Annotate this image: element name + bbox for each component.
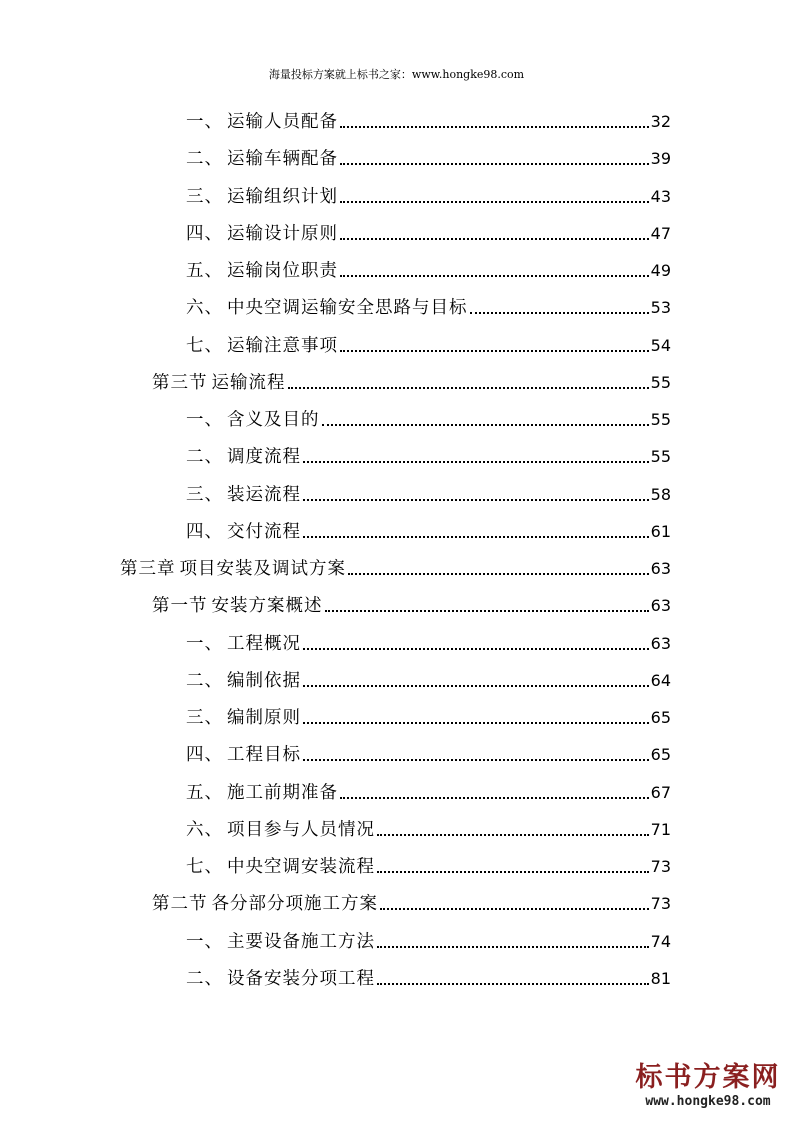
toc-entry-label bbox=[120, 558, 346, 580]
toc-entry[interactable] bbox=[186, 699, 671, 729]
toc-entry-title: 安装方案概述 bbox=[211, 596, 323, 617]
toc-entry[interactable] bbox=[186, 215, 671, 245]
toc-entry-number: 一、 bbox=[186, 112, 223, 132]
toc-entry[interactable] bbox=[186, 438, 671, 468]
toc-entry-page: 65 bbox=[650, 708, 671, 727]
toc-entry[interactable] bbox=[152, 587, 671, 617]
toc-entry-page: 73 bbox=[650, 894, 671, 914]
toc-entry-title: 编制原则 bbox=[227, 708, 301, 728]
toc-entry-title: 工程概况 bbox=[227, 633, 301, 654]
toc-leader-dots bbox=[340, 797, 649, 799]
toc-entry-page: 43 bbox=[650, 186, 671, 206]
toc-entry-label bbox=[186, 968, 375, 990]
toc-entry-label bbox=[186, 931, 375, 953]
toc-entry-title: 运输车辆配备 bbox=[227, 149, 338, 170]
toc-entry-page: 73 bbox=[650, 857, 671, 876]
toc-entry-label bbox=[186, 819, 375, 841]
toc-entry-title: 运输流程 bbox=[211, 372, 286, 393]
toc-leader-dots bbox=[470, 312, 649, 314]
toc-entry-title: 施工前期准备 bbox=[227, 782, 338, 803]
toc-leader-dots bbox=[348, 573, 649, 575]
toc-entry[interactable] bbox=[186, 736, 671, 766]
toc-entry-number: 三、 bbox=[186, 708, 223, 728]
toc-entry-title: 项目参与人员情况 bbox=[227, 819, 375, 840]
toc-entry-number: 二、 bbox=[186, 670, 223, 691]
toc-entry-number: 一、 bbox=[186, 931, 223, 952]
toc-entry-number: 七、 bbox=[186, 857, 223, 877]
toc-entry-page: 65 bbox=[650, 745, 671, 765]
toc-leader-dots bbox=[303, 685, 649, 687]
toc-entry-title: 运输岗位职责 bbox=[227, 261, 338, 281]
toc-entry-page: 63 bbox=[650, 596, 671, 616]
toc-entry-label bbox=[152, 893, 378, 915]
toc-leader-dots bbox=[303, 722, 649, 724]
toc-entry[interactable] bbox=[152, 885, 671, 915]
toc-entry-label bbox=[152, 372, 286, 394]
toc-entry-number: 六、 bbox=[186, 298, 223, 319]
toc-entry-number: 五、 bbox=[186, 782, 223, 803]
toc-leader-dots bbox=[325, 610, 649, 612]
toc-leader-dots bbox=[303, 759, 649, 761]
toc-leader-dots bbox=[380, 908, 649, 910]
toc-entry[interactable] bbox=[186, 289, 671, 319]
toc-entry[interactable] bbox=[186, 513, 671, 543]
toc-entry-label bbox=[186, 409, 320, 431]
toc-leader-dots bbox=[340, 126, 649, 128]
toc-entry-page: 67 bbox=[650, 782, 671, 802]
toc-entry-label bbox=[186, 297, 468, 319]
toc-entry-page: 55 bbox=[650, 410, 671, 429]
toc-entry-page: 74 bbox=[650, 931, 671, 951]
toc-entry-label bbox=[152, 595, 323, 617]
toc-leader-dots bbox=[377, 946, 649, 948]
toc-entry-page: 71 bbox=[650, 819, 671, 839]
toc-entry-page: 47 bbox=[650, 223, 671, 243]
toc-leader-dots bbox=[288, 387, 649, 389]
toc-leader-dots bbox=[303, 461, 649, 463]
toc-entry-title: 装运流程 bbox=[227, 484, 301, 505]
toc-entry-page: 55 bbox=[650, 447, 671, 467]
toc-entry-title: 运输注意事项 bbox=[227, 335, 338, 356]
toc-entry-title: 运输设计原则 bbox=[227, 223, 338, 244]
toc-entry[interactable] bbox=[186, 625, 671, 655]
toc-entry-page: 58 bbox=[650, 484, 671, 504]
page-header: 海量投标方案就上标书之家：www.hongke98.com bbox=[268, 68, 525, 81]
toc-entry-page: 54 bbox=[650, 335, 671, 355]
toc-entry-title: 调度流程 bbox=[227, 447, 301, 468]
toc-entry-label bbox=[186, 111, 338, 133]
toc-entry-title: 主要设备施工方法 bbox=[227, 931, 375, 952]
toc-entry-number: 一、 bbox=[186, 633, 223, 654]
toc-entry-number: 三、 bbox=[186, 186, 223, 207]
toc-entry-page: 55 bbox=[650, 372, 671, 392]
toc-entry-number: 第三章 bbox=[120, 559, 176, 579]
toc-entry-page: 64 bbox=[650, 670, 671, 690]
toc-entry-title: 运输人员配备 bbox=[227, 112, 338, 132]
toc-entry-page: 61 bbox=[650, 521, 671, 541]
toc-entry[interactable] bbox=[186, 252, 671, 282]
toc-entry-label bbox=[186, 335, 338, 357]
toc-entry-number: 三、 bbox=[186, 484, 223, 505]
toc-entry-title: 编制依据 bbox=[227, 670, 301, 691]
toc-entry-number: 六、 bbox=[186, 819, 223, 840]
toc-entry-page: 63 bbox=[650, 559, 671, 578]
toc-entry-number: 第三节 bbox=[152, 372, 208, 393]
toc-entry[interactable] bbox=[186, 103, 671, 133]
toc-entry-label bbox=[186, 782, 338, 804]
toc-entry-number: 四、 bbox=[186, 223, 223, 244]
toc-entry-page: 81 bbox=[650, 968, 671, 988]
toc-entry-number: 第一节 bbox=[152, 596, 208, 617]
toc-entry[interactable] bbox=[186, 774, 671, 804]
toc-leader-dots bbox=[303, 536, 649, 538]
toc-entry-label bbox=[186, 856, 375, 878]
toc-entry-number: 二、 bbox=[186, 968, 223, 989]
toc-leader-dots bbox=[322, 424, 649, 426]
toc-entry[interactable] bbox=[152, 364, 671, 394]
toc-entry-label bbox=[186, 633, 301, 655]
watermark-logo bbox=[635, 1062, 781, 1110]
toc-leader-dots bbox=[340, 163, 649, 165]
toc-entry[interactable] bbox=[186, 476, 671, 506]
toc-entry-label bbox=[186, 521, 301, 543]
toc-entry-number: 一、 bbox=[186, 410, 223, 430]
toc-entry-page: 39 bbox=[650, 149, 671, 169]
toc-entry-number: 第二节 bbox=[152, 894, 208, 915]
toc-entry-title: 中央空调运输安全思路与目标 bbox=[227, 298, 468, 319]
toc-leader-dots bbox=[377, 983, 649, 985]
toc-entry-title: 各分部分项施工方案 bbox=[211, 894, 378, 915]
toc-entry-label bbox=[186, 223, 338, 245]
toc-entry-title: 运输组织计划 bbox=[227, 186, 338, 207]
toc-entry-page: 63 bbox=[650, 633, 671, 653]
toc-entry-title: 项目安装及调试方案 bbox=[179, 559, 346, 579]
toc-entry-label bbox=[186, 707, 301, 729]
toc-entry-label bbox=[186, 670, 301, 692]
toc-entry[interactable] bbox=[186, 327, 671, 357]
toc-entry-number: 二、 bbox=[186, 447, 223, 468]
toc-entry[interactable] bbox=[186, 140, 671, 170]
watermark-url: www.hongke98.com bbox=[645, 1094, 771, 1109]
toc-entry[interactable] bbox=[186, 923, 671, 953]
toc-entry-number: 四、 bbox=[186, 521, 223, 542]
toc-entry-number: 五、 bbox=[186, 261, 223, 281]
toc-entry[interactable] bbox=[186, 662, 671, 692]
toc-entry[interactable] bbox=[186, 960, 671, 990]
toc-entry-label bbox=[186, 260, 338, 282]
toc-entry-title: 中央空调安装流程 bbox=[227, 857, 375, 877]
toc-entry-page: 53 bbox=[650, 298, 671, 318]
toc-leader-dots bbox=[377, 871, 649, 873]
toc-leader-dots bbox=[340, 350, 649, 352]
toc-entry-page: 32 bbox=[650, 112, 671, 131]
toc-entry-title: 工程目标 bbox=[227, 745, 301, 766]
toc-entry-title: 含义及目的 bbox=[227, 410, 320, 430]
toc-entry-page: 49 bbox=[650, 261, 671, 280]
toc-entry-number: 四、 bbox=[186, 745, 223, 766]
toc-entry[interactable] bbox=[186, 811, 671, 841]
watermark-title: 标书方案网 bbox=[635, 1062, 781, 1093]
toc-entry-label bbox=[186, 186, 338, 208]
toc-entry[interactable] bbox=[120, 550, 671, 580]
toc-entry-number: 二、 bbox=[186, 149, 223, 170]
toc-entry[interactable] bbox=[186, 848, 671, 878]
toc-leader-dots bbox=[303, 499, 649, 501]
toc-entry-number: 七、 bbox=[186, 335, 223, 356]
toc-leader-dots bbox=[377, 834, 649, 836]
toc-leader-dots bbox=[303, 648, 649, 650]
toc-entry-label bbox=[186, 148, 338, 170]
toc-entry-title: 设备安装分项工程 bbox=[227, 968, 375, 989]
toc-entry[interactable] bbox=[186, 401, 671, 431]
toc-entry-label bbox=[186, 744, 301, 766]
toc-leader-dots bbox=[340, 238, 649, 240]
toc-entry-label bbox=[186, 446, 301, 468]
toc-leader-dots bbox=[340, 201, 649, 203]
toc-entry-label bbox=[186, 484, 301, 506]
toc-entry-title: 交付流程 bbox=[227, 521, 301, 542]
toc-entry[interactable] bbox=[186, 178, 671, 208]
toc-leader-dots bbox=[340, 275, 649, 277]
